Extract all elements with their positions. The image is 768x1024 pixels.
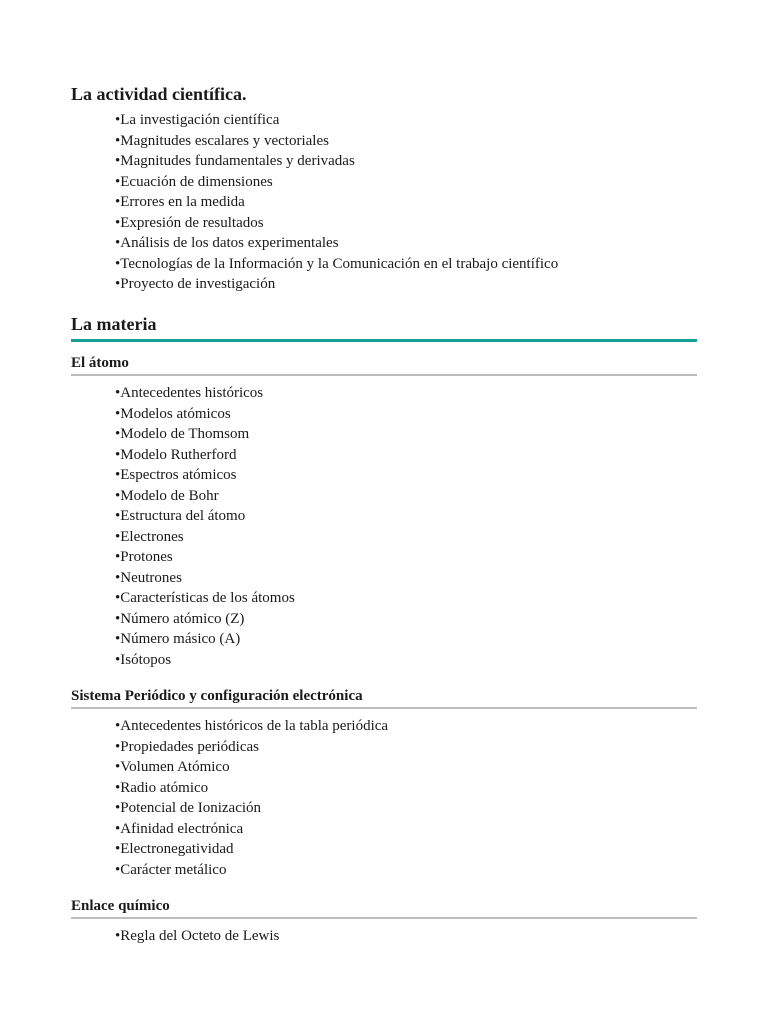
list-item: • Neutrones — [115, 568, 741, 589]
list-item: • Modelo Rutherford — [115, 445, 741, 466]
list-item: • Ecuación de dimensiones — [115, 172, 741, 193]
list-item: • Errores en la medida — [115, 192, 741, 213]
list-item: • Número atómico (Z) — [115, 609, 741, 630]
list-item: • Volumen Atómico — [115, 757, 741, 778]
list-item: • Magnitudes fundamentales y derivadas — [115, 151, 741, 172]
list-item: • Expresión de resultados — [115, 213, 741, 234]
list-item: • Tecnologías de la Información y la Comunicación en el trabajo científico — [115, 254, 741, 275]
list-item: • Espectros atómicos — [115, 465, 741, 486]
list-item: • La investigación científica — [115, 110, 741, 131]
subsection-title-atomo: El átomo — [71, 354, 697, 376]
list-item: • Regla del Octeto de Lewis — [115, 926, 741, 947]
list-item: • Afinidad electrónica — [115, 819, 741, 840]
list-item: • Proyecto de investigación — [115, 274, 741, 295]
section-title-actividad: La actividad científica. — [71, 84, 247, 104]
list-item: • Antecedentes históricos — [115, 383, 741, 404]
list-item: • Electronegatividad — [115, 839, 741, 860]
list-item: • Radio atómico — [115, 778, 741, 799]
list-item: • Modelo de Bohr — [115, 486, 741, 507]
list-actividad — [71, 110, 741, 295]
list-item: • Isótopos — [115, 650, 741, 671]
section-title-materia: La materia — [71, 313, 697, 342]
list-item: • Características de los átomos — [115, 588, 741, 609]
list-item: • Antecedentes históricos de la tabla periódica — [115, 716, 741, 737]
list-item: • Potencial de Ionización — [115, 798, 741, 819]
list-item: • Protones — [115, 547, 741, 568]
list-item: • Electrones — [115, 527, 741, 548]
list-item: • Modelo de Thomsom — [115, 424, 741, 445]
list-item: • Magnitudes escalares y vectoriales — [115, 131, 741, 152]
list-item: • Análisis de los datos experimentales — [115, 233, 741, 254]
list-item: • Modelos atómicos — [115, 404, 741, 425]
list-item: • Número másico (A) — [115, 629, 741, 650]
subsection-title-periodico: Sistema Periódico y configuración electrónica — [71, 687, 697, 709]
subsection-title-enlace: Enlace químico — [71, 897, 697, 919]
list-periodico — [71, 716, 741, 880]
list-item: • Propiedades periódicas — [115, 737, 741, 758]
list-item: • Estructura del átomo — [115, 506, 741, 527]
list-enlace — [71, 926, 741, 947]
list-atomo — [71, 383, 741, 670]
list-item: • Carácter metálico — [115, 860, 741, 881]
